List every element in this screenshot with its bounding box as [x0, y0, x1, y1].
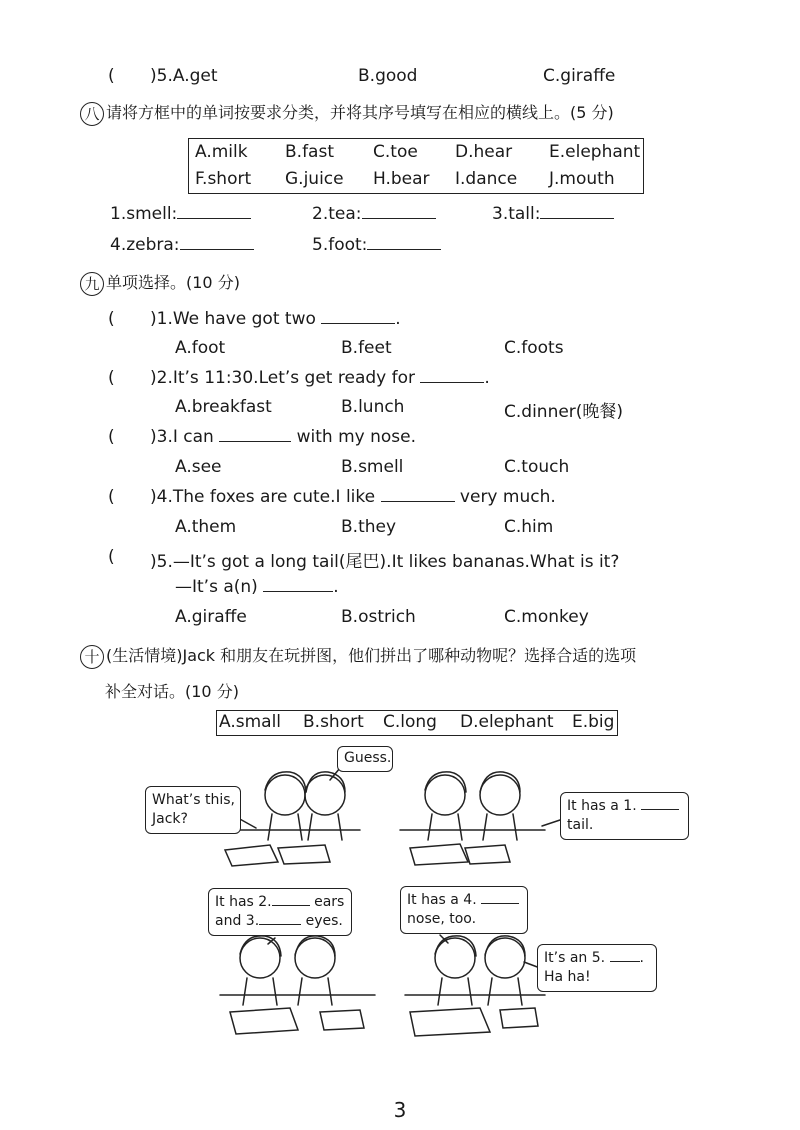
option: A.small [219, 712, 282, 732]
answer-blank[interactable] [610, 949, 640, 962]
boys-panel-4 [405, 936, 545, 1036]
prev-question-stem: )5.A.get [150, 66, 218, 86]
fill-smell: 1.smell: [110, 204, 251, 224]
option-c: C.dinner(晚餐) [504, 402, 624, 422]
speech-bubble-3: It has a 1. tail. [560, 792, 689, 840]
speech-bubble-1: What’s this, Jack? [145, 786, 241, 834]
option: E.big [572, 712, 615, 732]
option-b: B.lunch [341, 397, 405, 417]
speech-bubble-4: It has 2. ears and 3. eyes. [208, 888, 352, 936]
speech-bubble-2: Guess. [337, 746, 393, 772]
option: B.short [303, 712, 364, 732]
speech-bubble-6: It’s an 5. . Ha ha! [537, 944, 657, 992]
section9-number: 九 [80, 272, 104, 296]
question-5-line2: —It’s a(n) . [175, 577, 339, 597]
fill-tea: 2.tea: [312, 204, 436, 224]
option-a: A.breakfast [175, 397, 272, 417]
fill-tall: 3.tall: [492, 204, 614, 224]
option-b: B.they [341, 517, 397, 537]
boys-panel-2 [400, 772, 545, 865]
section10-title: (生活情境)Jack 和朋友在玩拼图，他们拼出了哪种动物呢？选择合适的选项 [106, 646, 637, 665]
answer-blank[interactable] [272, 893, 310, 906]
section9-title: 单项选择。(10 分) [106, 273, 240, 292]
word: D.hear [455, 142, 513, 162]
answer-paren[interactable]: ( [108, 487, 115, 507]
word: G.juice [285, 169, 344, 189]
answer-paren[interactable]: ( [108, 309, 115, 329]
question-5: )5.—It’s got a long tail(尾巴).It likes bananas.What is it? [150, 552, 620, 572]
section8-title: 请将方框中的单词按要求分类，并将其序号填写在相应的横线上。(5 分) [106, 103, 614, 122]
answer-paren[interactable]: ( [108, 368, 115, 388]
prev-option-c: C.giraffe [543, 66, 616, 86]
fill-foot: 5.foot: [312, 235, 441, 255]
answer-blank[interactable] [641, 797, 679, 810]
fill-zebra: 4.zebra: [110, 235, 254, 255]
option-a: A.see [175, 457, 222, 477]
question-3: )3.I can with my nose. [150, 427, 417, 447]
question-4: )4.The foxes are cute.I like very much. [150, 487, 556, 507]
word: A.milk [195, 142, 248, 162]
word: I.dance [455, 169, 518, 189]
answer-paren[interactable]: ( [108, 547, 115, 567]
prev-option-b: B.good [358, 66, 418, 86]
option: D.elephant [460, 712, 554, 732]
option-a: A.them [175, 517, 237, 537]
word: H.bear [373, 169, 430, 189]
option-b: B.ostrich [341, 607, 416, 627]
section10-number: 十 [80, 645, 104, 669]
boys-panel-3 [220, 936, 375, 1034]
option-c: C.monkey [504, 607, 589, 627]
speech-bubble-5: It has a 4. nose, too. [400, 886, 528, 934]
question-2: )2.It’s 11:30.Let’s get ready for . [150, 368, 490, 388]
answer-blank[interactable] [259, 912, 301, 925]
option-c: C.him [504, 517, 554, 537]
page-number: 3 [393, 1098, 407, 1122]
answer-paren: ( [108, 66, 115, 86]
option-a: A.giraffe [175, 607, 247, 627]
answer-blank[interactable] [481, 891, 519, 904]
section8-number: 八 [80, 102, 104, 126]
option-b: B.smell [341, 457, 404, 477]
word: J.mouth [549, 169, 615, 189]
word: E.elephant [549, 142, 641, 162]
option: C.long [383, 712, 437, 732]
word: B.fast [285, 142, 334, 162]
word: F.short [195, 169, 252, 189]
answer-paren[interactable]: ( [108, 427, 115, 447]
section10-title-line2: 补全对话。(10 分) [105, 682, 239, 701]
option-b: B.feet [341, 338, 392, 358]
word: C.toe [373, 142, 418, 162]
option-c: C.foots [504, 338, 564, 358]
question-1: )1.We have got two . [150, 309, 401, 329]
option-c: C.touch [504, 457, 570, 477]
option-a: A.foot [175, 338, 226, 358]
